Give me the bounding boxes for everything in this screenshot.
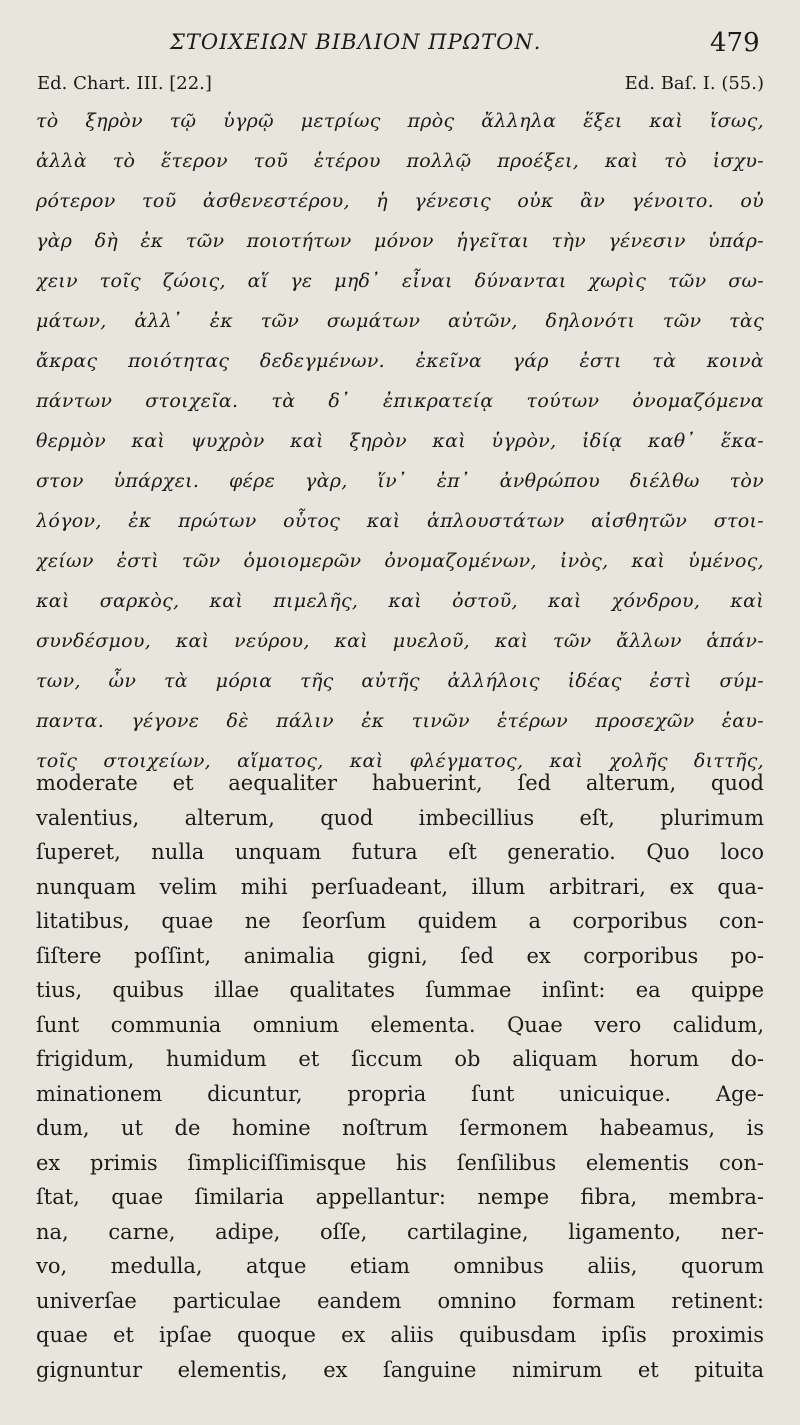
- latin-text-line: nunquam velim mihi perſuadeant, illum arbitrari, ex qua-: [36, 874, 764, 899]
- latin-text-line: univerſae particulae eandem omnino formam retinent:: [36, 1288, 764, 1313]
- latin-text-line: ſuperet, nulla unquam futura eſt generatio. Quo loco: [36, 840, 764, 864]
- latin-text-block: [36, 766, 764, 1387]
- greek-text-line: ρότερον τοῦ ἀσθενεστέρου, ἡ γένεσις οὐκ ἂν γένοιτο. οὐ: [36, 190, 764, 212]
- latin-text-line: dum, ut de homine noſtrum ſermonem habeamus, is: [36, 1116, 764, 1140]
- greek-text-line: ἄκρας ποιότητας δεδεγμένων. ἐκεῖνα γάρ ἐστι τὰ κοινὰ: [36, 350, 764, 372]
- greek-text-line: στον ὑπάρχει. φέρε γὰρ, ἵν᾽ ἐπ᾽ ἀνθρώπου διέλθω τὸν: [36, 470, 764, 492]
- greek-text-line: γὰρ δὴ ἐκ τῶν ποιοτήτων μόνον ἡγεῖται τὴν γένεσιν ὑπάρ-: [36, 230, 764, 252]
- greek-text-line: παντα. γέγονε δὲ πάλιν ἐκ τινῶν ἑτέρων προσεχῶν ἑαυ-: [36, 710, 764, 732]
- latin-text-line: ſunt communia omnium elementa. Quae vero calidum,: [36, 1012, 764, 1037]
- greek-text-block: [36, 101, 764, 781]
- greek-text-line: χειν τοῖς ζώοις, αἵ γε μηδ᾽ εἶναι δύνανται χωρὶς τῶν σω-: [36, 270, 764, 292]
- latin-text-line: ſiſtere poſſint, animalia gigni, ſed ex corporibus po-: [36, 943, 764, 968]
- greek-text-line: ἀλλὰ τὸ ἕτερον τοῦ ἑτέρου πολλῷ προέξει, καὶ τὸ ἰσχυ-: [36, 150, 764, 172]
- latin-text-line: ex primis ſimpliciſſimisque his ſenſilibus elementis con-: [36, 1150, 764, 1175]
- greek-text-line: των, ὧν τὰ μόρια τῆς αὐτῆς ἀλλήλοις ἰδέας ἐστὶ σύμ-: [36, 670, 764, 692]
- page-number: 479: [710, 28, 760, 58]
- latin-text-line: moderate et aequaliter habuerint, ſed alterum, quod: [36, 771, 764, 795]
- greek-text-line: καὶ σαρκὸς, καὶ πιμελῆς, καὶ ὀστοῦ, καὶ χόνδρου, καὶ: [36, 590, 764, 612]
- greek-text-line: τοῖς στοιχείων, αἵματος, καὶ φλέγματος, καὶ χολῆς διττῆς,: [36, 750, 764, 772]
- running-title: ΣΤΟΙΧΕΙΩΝ ΒΙΒΛΙΟΝ ΠΡΩΤΟΝ.: [170, 30, 542, 54]
- latin-text-line: frigidum, humidum et ſiccum ob aliquam horum do-: [36, 1047, 764, 1071]
- greek-text-line: τὸ ξηρὸν τῷ ὑγρῷ μετρίως πρὸς ἄλληλα ἕξει καὶ ἴσως,: [36, 110, 764, 132]
- latin-text-line: vo, medulla, atque etiam omnibus aliis, quorum: [36, 1254, 764, 1278]
- edition-reference-left: Ed. Chart. III. [22.]: [37, 73, 212, 94]
- latin-text-line: valentius, alterum, quod imbecillius eſt, plurimum: [36, 805, 764, 830]
- latin-text-line: gignuntur elementis, ex ſanguine nimirum et pituita: [36, 1357, 764, 1382]
- greek-text-line: θερμὸν καὶ ψυχρὸν καὶ ξηρὸν καὶ ὑγρὸν, ἰδίᾳ καθ᾽ ἕκα-: [36, 430, 764, 452]
- greek-text-line: πάντων στοιχεῖα. τὰ δ᾽ ἐπικρατείᾳ τούτων ὀνομαζόμενα: [36, 390, 764, 412]
- greek-text-line: μάτων, ἀλλ᾽ ἐκ τῶν σωμάτων αὐτῶν, δηλονότι τῶν τὰς: [36, 310, 764, 332]
- latin-text-line: litatibus, quae ne ſeorſum quidem a corporibus con-: [36, 909, 764, 933]
- greek-text-line: λόγον, ἐκ πρώτων οὗτος καὶ ἁπλουστάτων αἰσθητῶν στοι-: [36, 510, 764, 532]
- latin-text-line: ſtat, quae ſimilaria appellantur: nempe fibra, membra-: [36, 1185, 764, 1209]
- greek-text-line: χείων ἐστὶ τῶν ὁμοιομερῶν ὀνομαζομένων, ἰνὸς, καὶ ὑμένος,: [36, 550, 764, 572]
- edition-reference-right: Ed. Baſ. I. (55.): [624, 73, 764, 94]
- latin-text-line: tius, quibus illae qualitates ſummae inſint: ea quippe: [36, 978, 764, 1002]
- latin-text-line: quae et ipſae quoque ex aliis quibusdam ipſis proximis: [36, 1323, 764, 1347]
- greek-text-line: συνδέσμου, καὶ νεύρου, καὶ μυελοῦ, καὶ τῶν ἄλλων ἁπάν-: [36, 630, 764, 652]
- latin-text-line: minationem dicuntur, propria ſunt unicuique. Age-: [36, 1081, 764, 1106]
- latin-text-line: na, carne, adipe, oſſe, cartilagine, ligamento, ner-: [36, 1219, 764, 1244]
